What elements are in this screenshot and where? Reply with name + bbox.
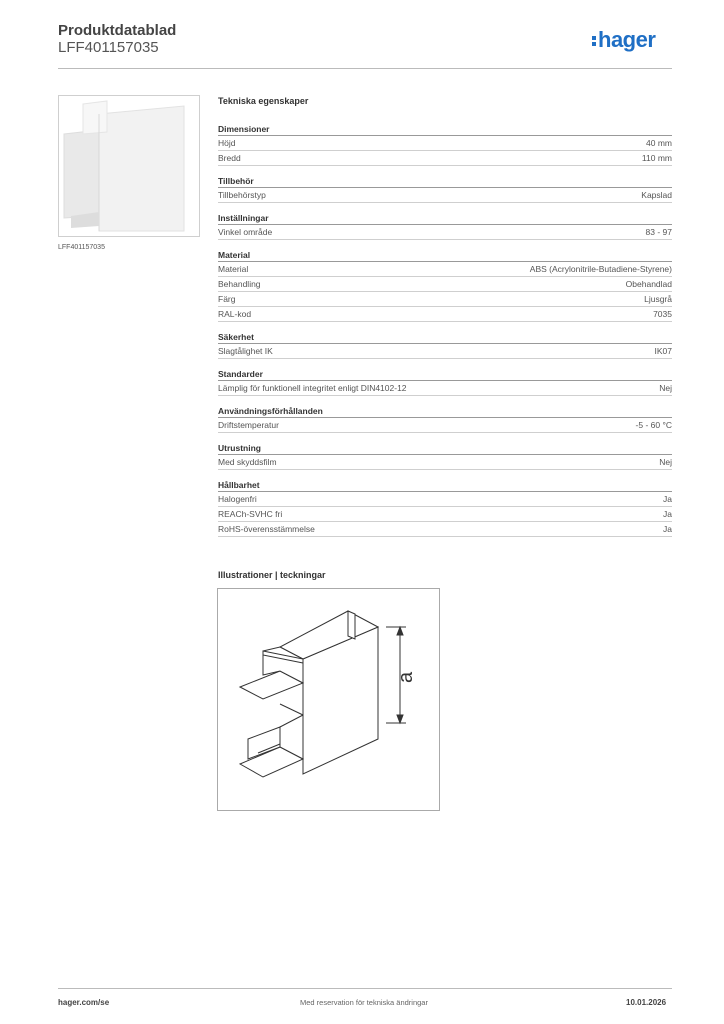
spec-group-title: Dimensioner [218,123,672,136]
spec-heading: Tekniska egenskaper [218,96,309,106]
spec-row-value: Ja [663,524,672,534]
spec-group-title: Standarder [218,368,672,381]
spec-row-label: Material [218,264,249,274]
product-photo-image [59,96,199,236]
spec-row-label: REACh-SVHC fri [218,509,283,519]
spec-row-value: 40 mm [646,138,672,148]
product-photo [58,95,200,237]
spec-row-label: Behandling [218,279,261,289]
spec-group [218,175,672,203]
spec-group-title: Tillbehör [218,175,672,188]
spec-group [218,368,672,396]
dimension-label: a [395,671,417,683]
spec-group [218,123,672,166]
spec-row-value: Nej [659,457,672,467]
spec-row [218,188,672,203]
tee-piece-drawing [218,589,439,810]
spec-group [218,479,672,537]
spec-row-value: Obehandlad [625,279,672,289]
spec-row-value: Ja [663,509,672,519]
spec-row-value: Ja [663,494,672,504]
spec-row [218,507,672,522]
illustrations-heading: Illustrationer | teckningar [218,570,326,580]
spec-groups [218,123,672,537]
spec-row-value: 110 mm [641,153,672,163]
spec-row-label: Med skyddsfilm [218,457,277,467]
spec-row [218,455,672,470]
footer-date: 10.01.2026 [626,998,667,1007]
spec-group-title: Inställningar [218,212,672,225]
spec-row-label: Bredd [218,153,241,163]
spec-group-title: Användningsförhållanden [218,405,672,418]
spec-row-value: Kapslad [641,190,672,200]
spec-row-value: ABS (Acrylonitrile-Butadiene-Styrene) [529,264,672,274]
spec-row [218,418,672,433]
photo-caption: LFF401157035 [58,244,105,251]
spec-group-title: Hållbarhet [218,479,672,492]
spec-row [218,225,672,240]
spec-row [218,151,672,166]
spec-row [218,522,672,537]
spec-row-label: RoHS-överensstämmelse [218,524,315,534]
footer-notice: Med reservation för tekniska ändringar [300,998,428,1007]
spec-row-label: Vinkel område [218,227,273,237]
spec-row-label: RAL-kod [218,309,252,319]
spec-row [218,307,672,322]
spec-row-label: Höjd [218,138,236,148]
spec-row-value: Nej [659,383,672,393]
logo-dots-icon [592,34,597,48]
spec-row [218,136,672,151]
hager-logo [592,27,655,53]
spec-row-label: Slagtålighet IK [218,346,273,356]
spec-row-label: Färg [218,294,236,304]
technical-specifications [218,96,672,546]
spec-group-title: Material [218,249,672,262]
website-link[interactable]: hager.com/se [58,998,110,1007]
spec-group [218,442,672,470]
logo-text: hager [598,27,656,52]
spec-row-label: Tillbehörstyp [218,190,266,200]
spec-row-value: -5 - 60 °C [635,420,672,430]
spec-row-label: Halogenfri [218,494,257,504]
spec-row [218,262,672,277]
spec-row [218,277,672,292]
spec-group [218,331,672,359]
spec-group [218,249,672,322]
spec-row [218,381,672,396]
spec-row-value: Ljusgrå [644,294,672,304]
spec-row-label: Lämplig för funktionell integritet enligt DIN4102-12 [218,383,407,393]
spec-row-value: 7035 [653,309,672,319]
spec-row [218,292,672,307]
spec-group-title: Utrustning [218,442,672,455]
footer-divider [58,988,672,989]
spec-group-title: Säkerhet [218,331,672,344]
product-code: LFF401157035 [58,39,159,56]
spec-row [218,492,672,507]
technical-drawing [217,588,440,811]
spec-group [218,405,672,433]
spec-row-value: IK07 [654,346,672,356]
spec-row-label: Driftstemperatur [218,420,279,430]
spec-row [218,344,672,359]
page-title: Produktdatablad [58,22,177,39]
spec-row-value: 83 - 97 [645,227,672,237]
header-divider [58,68,672,69]
spec-group [218,212,672,240]
